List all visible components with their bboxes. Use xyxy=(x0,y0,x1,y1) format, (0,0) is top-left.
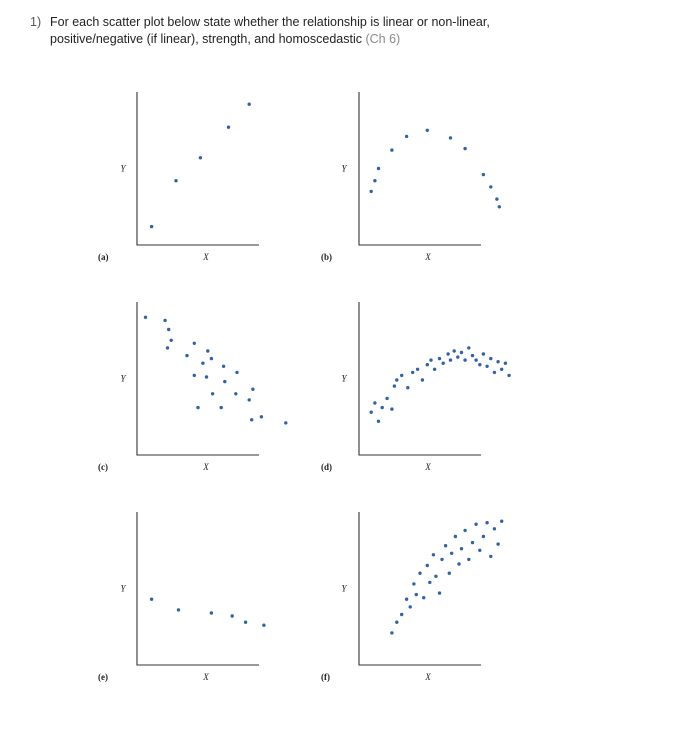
plot-f-point-30 xyxy=(493,527,496,530)
plot-a-axes xyxy=(137,92,259,245)
plot-f-point-12 xyxy=(432,553,435,556)
plot-d-point-4 xyxy=(381,406,384,409)
plot-d-point-29 xyxy=(482,352,485,355)
plot-e-point-4 xyxy=(231,614,234,617)
plot-f-point-31 xyxy=(496,542,499,545)
plot-d-point-20 xyxy=(449,358,452,361)
plot-d-point-5 xyxy=(385,397,388,400)
plot-f-point-32 xyxy=(500,520,503,523)
plot-f-point-16 xyxy=(444,544,447,547)
plot-f-point-7 xyxy=(415,593,418,596)
plot-f-point-11 xyxy=(428,581,431,584)
plot-d-point-30 xyxy=(485,365,488,368)
plot-f-x-axis-label: X xyxy=(425,672,431,682)
plot-e-panel-label: (e) xyxy=(98,672,108,682)
plot-b-point-4 xyxy=(390,148,393,151)
plot-f-panel-label: (f) xyxy=(321,672,330,682)
plot-f-point-2 xyxy=(395,621,398,624)
plot-a-point-5 xyxy=(248,103,251,106)
plot-d-point-27 xyxy=(474,358,477,361)
plot-b-point-1 xyxy=(370,190,373,193)
plot-a-x-axis-label: X xyxy=(203,252,209,262)
plot-f-point-18 xyxy=(450,552,453,555)
plot-e-point-1 xyxy=(150,598,153,601)
plot-d-point-33 xyxy=(496,360,499,363)
plot-d-point-10 xyxy=(406,386,409,389)
plot-a-y-axis-label: Y xyxy=(120,163,126,174)
plot-c xyxy=(98,302,287,472)
plot-d-point-13 xyxy=(421,378,424,381)
plot-d-point-34 xyxy=(500,368,503,371)
plot-f xyxy=(321,512,503,682)
plot-f-point-20 xyxy=(457,562,460,565)
plot-a-point-3 xyxy=(199,156,202,159)
plot-a xyxy=(98,92,259,262)
plot-f-point-19 xyxy=(454,535,457,538)
plot-f-point-23 xyxy=(467,558,470,561)
plot-b-y-axis-label: Y xyxy=(341,163,347,174)
plot-d-point-12 xyxy=(416,368,419,371)
plot-f-point-1 xyxy=(390,631,393,634)
plot-c-y-axis-label: Y xyxy=(120,373,126,384)
plot-c-point-7 xyxy=(185,354,188,357)
plot-d-point-9 xyxy=(400,374,403,377)
plot-c-point-17 xyxy=(234,392,237,395)
plot-b-point-3 xyxy=(377,167,380,170)
plot-d-point-15 xyxy=(429,358,432,361)
plot-c-point-13 xyxy=(193,374,196,377)
plot-e-point-5 xyxy=(244,621,247,624)
plot-f-point-17 xyxy=(448,572,451,575)
plot-d xyxy=(321,302,511,472)
plot-c-point-2 xyxy=(163,319,166,322)
plot-d-point-11 xyxy=(411,371,414,374)
plot-f-axes xyxy=(359,512,481,665)
plot-f-point-27 xyxy=(482,535,485,538)
plot-f-point-13 xyxy=(434,575,437,578)
plot-f-point-9 xyxy=(422,596,425,599)
plot-d-panel-label: (d) xyxy=(321,462,332,472)
plot-c-point-14 xyxy=(205,375,208,378)
plot-c-point-12 xyxy=(235,371,238,374)
plot-c-point-10 xyxy=(201,362,204,365)
plot-c-point-15 xyxy=(223,380,226,383)
plot-b-x-axis-label: X xyxy=(425,252,431,262)
plot-d-point-3 xyxy=(377,420,380,423)
plot-d-point-24 xyxy=(463,358,466,361)
plot-d-point-23 xyxy=(460,351,463,354)
plot-f-point-4 xyxy=(405,598,408,601)
plot-d-point-35 xyxy=(504,362,507,365)
plot-f-point-28 xyxy=(485,521,488,524)
plot-d-point-22 xyxy=(456,355,459,358)
plot-d-point-14 xyxy=(426,363,429,366)
plot-b-point-6 xyxy=(426,129,429,132)
plot-d-point-18 xyxy=(442,362,445,365)
question-line-2-text: positive/negative (if linear), strength, and homoscedastic xyxy=(50,32,362,46)
plot-e-point-6 xyxy=(262,624,265,627)
plot-e-axes xyxy=(137,512,259,665)
plot-f-point-22 xyxy=(463,529,466,532)
plot-d-point-36 xyxy=(507,374,510,377)
plot-f-point-24 xyxy=(471,541,474,544)
plot-a-point-4 xyxy=(227,126,230,129)
plot-d-point-17 xyxy=(438,357,441,360)
plot-c-axes xyxy=(137,302,259,455)
plot-c-point-4 xyxy=(170,339,173,342)
plot-c-point-21 xyxy=(260,415,263,418)
plot-e-point-2 xyxy=(177,608,180,611)
plot-c-point-23 xyxy=(250,418,253,421)
plot-f-y-axis-label: Y xyxy=(341,583,347,594)
plot-f-point-25 xyxy=(474,523,477,526)
plot-d-point-6 xyxy=(390,407,393,410)
plot-c-point-20 xyxy=(220,406,223,409)
plot-f-point-10 xyxy=(426,564,429,567)
plot-e xyxy=(98,512,266,682)
question-line-1: For each scatter plot below state whether the relationship is linear or non-linear, xyxy=(50,15,490,29)
plot-f-point-14 xyxy=(438,591,441,594)
plot-a-point-2 xyxy=(174,179,177,182)
plot-b xyxy=(321,92,501,262)
plot-d-point-31 xyxy=(489,357,492,360)
plot-f-point-26 xyxy=(478,549,481,552)
plot-c-point-19 xyxy=(248,398,251,401)
plot-c-point-22 xyxy=(196,406,199,409)
plot-f-point-15 xyxy=(440,558,443,561)
plot-c-point-24 xyxy=(284,421,287,424)
plot-b-point-5 xyxy=(405,135,408,138)
plot-d-point-25 xyxy=(467,346,470,349)
plot-a-point-1 xyxy=(150,225,153,228)
plot-a-panel-label: (a) xyxy=(98,252,109,262)
plot-d-point-21 xyxy=(453,349,456,352)
plot-f-point-5 xyxy=(409,605,412,608)
plot-b-point-2 xyxy=(373,179,376,182)
plot-d-point-19 xyxy=(446,352,449,355)
chapter-reference: (Ch 6) xyxy=(365,32,401,46)
plot-c-point-1 xyxy=(144,316,147,319)
plot-c-point-3 xyxy=(167,328,170,331)
plot-b-point-7 xyxy=(449,136,452,139)
plot-c-point-18 xyxy=(211,392,214,395)
plot-c-x-axis-label: X xyxy=(203,462,209,472)
plot-e-y-axis-label: Y xyxy=(120,583,126,594)
plot-f-point-8 xyxy=(418,572,421,575)
plot-f-point-6 xyxy=(412,582,415,585)
plot-c-point-16 xyxy=(251,388,254,391)
plot-d-point-2 xyxy=(373,401,376,404)
plot-b-point-11 xyxy=(495,197,498,200)
plot-f-point-29 xyxy=(489,555,492,558)
plot-c-point-5 xyxy=(193,342,196,345)
plot-f-point-21 xyxy=(460,547,463,550)
plot-d-point-8 xyxy=(395,378,398,381)
plot-f-point-3 xyxy=(400,613,403,616)
plot-d-x-axis-label: X xyxy=(425,462,431,472)
plot-c-point-6 xyxy=(166,346,169,349)
plot-b-point-12 xyxy=(498,205,501,208)
plot-b-point-8 xyxy=(463,147,466,150)
plot-d-point-7 xyxy=(393,384,396,387)
plot-d-axes xyxy=(359,302,481,455)
plot-b-point-9 xyxy=(482,173,485,176)
plot-b-point-10 xyxy=(489,185,492,188)
plot-c-point-9 xyxy=(210,357,213,360)
plot-d-point-16 xyxy=(433,368,436,371)
plot-d-point-32 xyxy=(493,371,496,374)
plot-d-point-26 xyxy=(471,354,474,357)
plot-d-point-1 xyxy=(370,411,373,414)
question-number: 1) xyxy=(30,15,42,29)
plot-b-panel-label: (b) xyxy=(321,252,332,262)
plot-d-y-axis-label: Y xyxy=(341,373,347,384)
plot-c-point-11 xyxy=(222,365,225,368)
plot-d-point-28 xyxy=(478,363,481,366)
plot-c-point-8 xyxy=(206,349,209,352)
plot-e-point-3 xyxy=(210,611,213,614)
plot-c-panel-label: (c) xyxy=(98,462,108,472)
plot-e-x-axis-label: X xyxy=(203,672,209,682)
